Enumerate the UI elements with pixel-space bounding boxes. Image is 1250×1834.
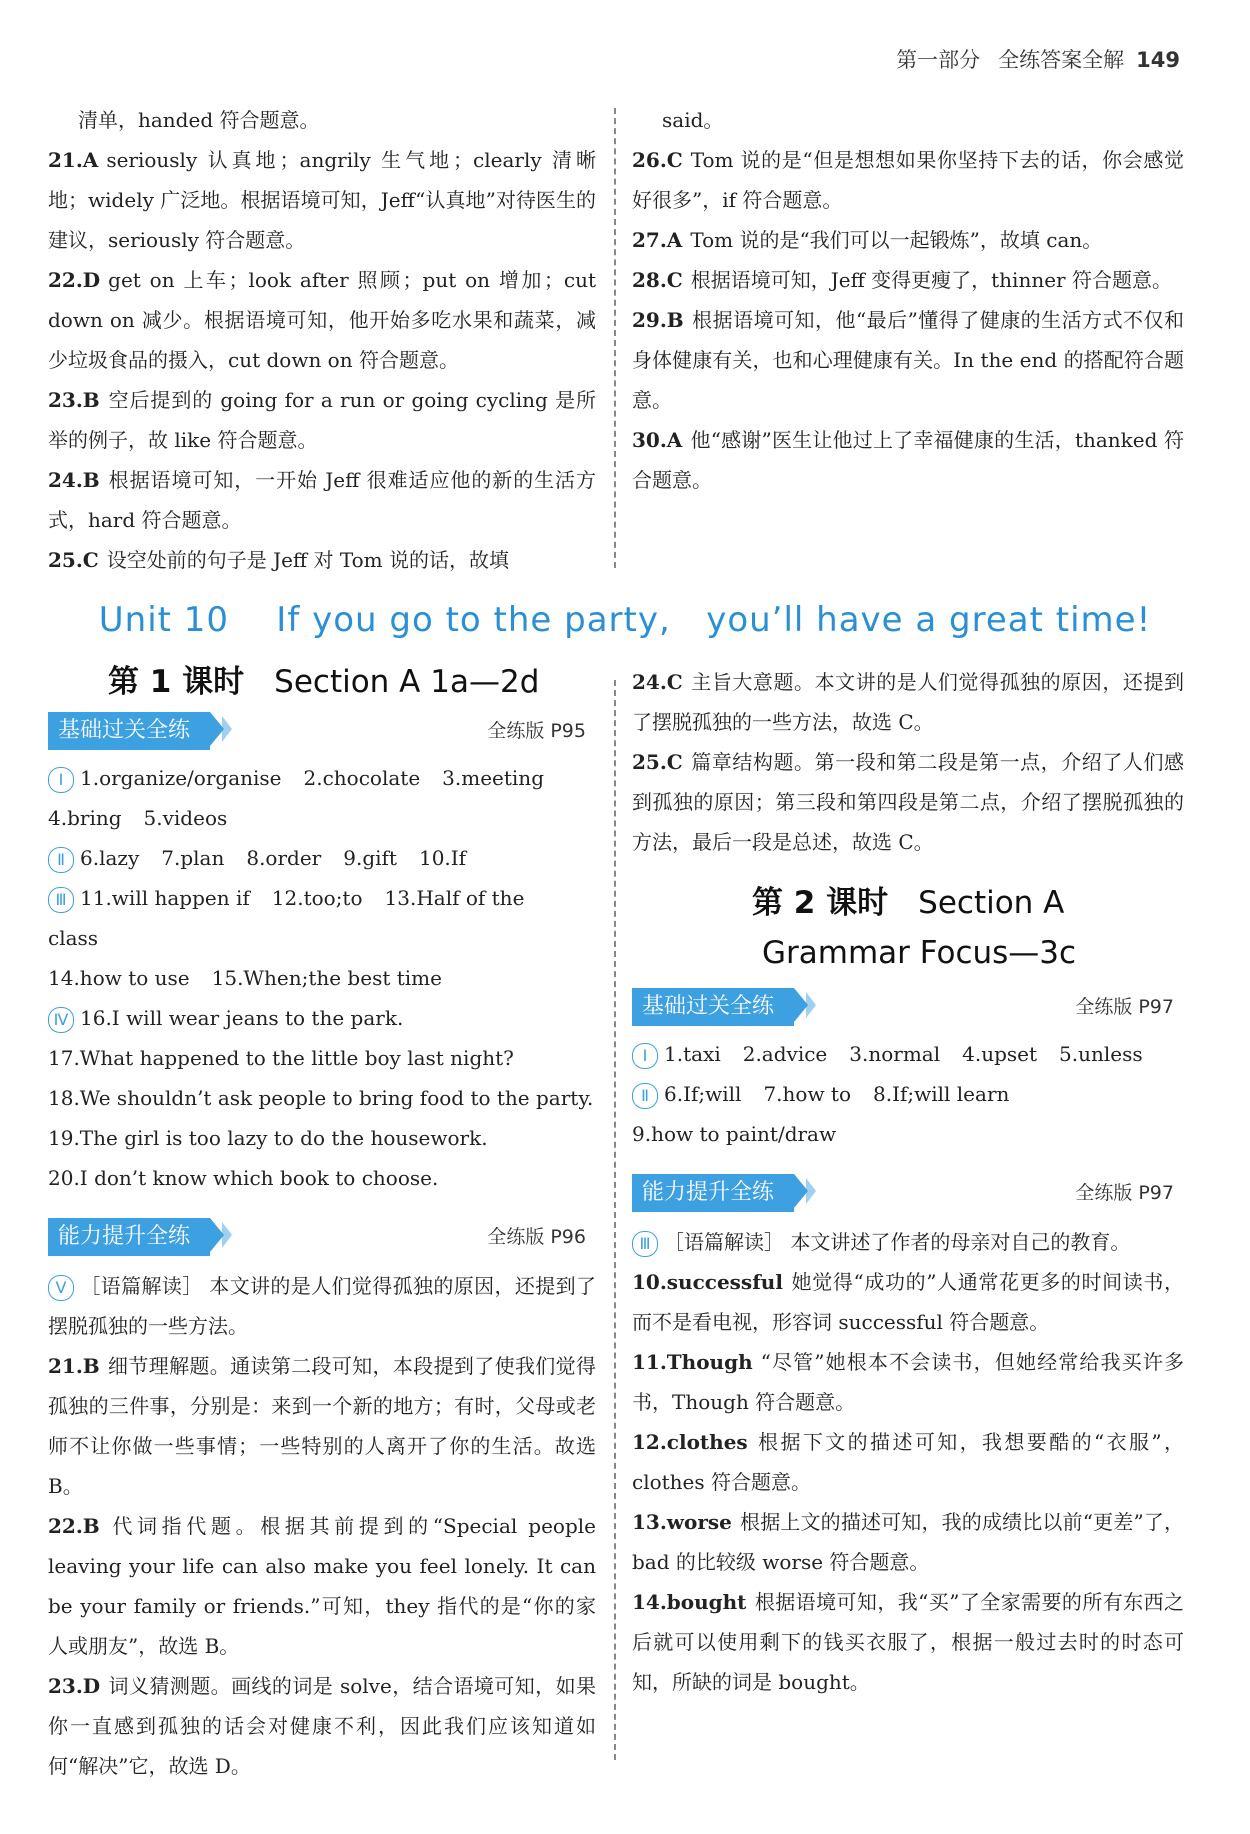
answer-item: 22.B 代词指代题。根据其前提到的“Special people leaving your life can also make you feel lonely. It can be your family or friends.”可知，they 指代的是“你的家人或朋友”，故选 B。: [48, 1514, 596, 1658]
section-mark: Ⅰ: [632, 1043, 658, 1069]
answer-row: 9.how to paint/draw: [632, 1122, 837, 1146]
answer-row: 17.What happened to the little boy last night?: [48, 1046, 514, 1070]
column-divider-top: [614, 108, 616, 568]
answer-item: 12.clothes 根据下文的描述可知，我想要酷的“衣服”，clothes 符合题意。: [632, 1430, 1184, 1494]
lower-left-column: [48, 662, 596, 1786]
answer-cont: 清单，handed 符合题意。: [78, 108, 320, 132]
column-divider-bottom: [614, 680, 616, 1760]
answer-row: Ⅰ 1.taxi 2.advice 3.normal 4.upset 5.unless: [632, 1034, 1184, 1074]
lesson-1-heading: 第 1 课时 Section A 1a—2d: [108, 664, 540, 700]
answer-item: 30.A 他“感谢”医生让他过上了幸福健康的生活，thanked 符合题意。: [632, 428, 1184, 492]
basic-2-answers: [632, 1034, 1184, 1154]
answer-item: 22.D get on 上车；look after 照顾；put on 增加；cut down on 减少。根据语境可知，他开始多吃水果和蔬菜，减少垃圾食品的摄入，cut down on 符合题意。: [48, 268, 596, 372]
answer-row: Ⅰ 1.organize/organise 2.chocolate 3.meeting: [48, 758, 596, 798]
passage-intro: Ⅴ ［语篇解读］ 本文讲的是人们觉得孤独的原因，还提到了摆脱孤独的一些方法。: [48, 1274, 596, 1338]
answer-row: 19.The girl is too lazy to do the housework.: [48, 1126, 488, 1150]
lesson-2-heading: 第 2 课时 Section A Grammar Focus—3c: [752, 885, 1077, 971]
ref-label: 全练版 P96: [487, 1226, 586, 1248]
ability-banner-1: [48, 1216, 596, 1258]
section-mark: Ⅳ: [48, 1007, 74, 1033]
answer-item: 10.successful 她觉得“成功的”人通常花更多的时间读书，而不是看电视，形容词 successful 符合题意。: [632, 1270, 1184, 1334]
basic-1-answers: [48, 758, 596, 1198]
answer-row: 14.how to use 15.When;the best time: [48, 966, 442, 990]
basic-tag: 基础过关全练: [632, 988, 794, 1026]
ref-label: 全练版 P95: [487, 720, 586, 742]
lower-right-column: [632, 662, 1184, 1702]
header-part: 第一部分: [896, 48, 981, 72]
answer-item: 24.C 主旨大意题。本文讲的是人们觉得孤独的原因，还提到了摆脱孤独的一些方法，故选 C。: [632, 670, 1184, 734]
answer-item: 25.C 设空处前的句子是 Jeff 对 Tom 说的话，故填: [48, 548, 510, 572]
answer-item: 21.B 细节理解题。通读第二段可知，本段提到了使我们觉得孤独的三件事，分别是：来到一个新的地方；有时，父母或老师不让你做一些事情；一些特别的人离开了你的生活。故选 B。: [48, 1354, 596, 1498]
basic-banner-2: [632, 986, 1184, 1028]
answer-item: 24.B 根据语境可知，一开始 Jeff 很难适应他的新的生活方式，hard 符合题意。: [48, 468, 596, 532]
header-book: 全练答案全解: [998, 48, 1125, 72]
answer-item: 23.D 词义猜测题。画线的词是 solve，结合语境可知，如果你一直感到孤独的话会对健康不利，因此我们应该知道如何“解决”它，故选 D。: [48, 1674, 596, 1778]
section-mark: Ⅱ: [48, 847, 74, 873]
basic-tag: 基础过关全练: [48, 712, 210, 750]
answer-item: 21.A seriously 认真地；angrily 生气地；clearly 清晰地；widely 广泛地。根据语境可知，Jeff“认真地”对待医生的建议，seriously 符合题意。: [48, 148, 596, 252]
top-left-column: [48, 100, 596, 580]
top-right-column: [632, 100, 1184, 500]
answer-row: 4.bring 5.videos: [48, 806, 228, 830]
answer-row: Ⅱ 6.If;will 7.how to 8.If;will learn: [632, 1074, 1184, 1114]
answer-item: 25.C 篇章结构题。第一段和第二段是第一点，介绍了人们感到孤独的原因；第三段和第四段是第二点，介绍了摆脱孤独的方法，最后一段是总述，故选 C。: [632, 750, 1184, 854]
section-mark: Ⅲ: [48, 887, 74, 913]
passage-intro: Ⅲ ［语篇解读］ 本文讲述了作者的母亲对自己的教育。: [632, 1222, 1184, 1262]
answer-item: 13.worse 根据上文的描述可知，我的成绩比以前“更差”了，bad 的比较级 worse 符合题意。: [632, 1510, 1184, 1574]
answer-row: Ⅲ 11.will happen if 12.too;to 13.Half of the class: [48, 886, 525, 950]
answer-item: 29.B 根据语境可知，他“最后”懂得了健康的生活方式不仅和身体健康有关，也和心理健康有关。In the end 的搭配符合题意。: [632, 308, 1184, 412]
answer-item: 27.A Tom 说的是“我们可以一起锻炼”，故填 can。: [632, 228, 1103, 252]
answer-item: 11.Though “尽管”她根本不会读书，但她经常给我买许多书，Though 符合题意。: [632, 1350, 1184, 1414]
section-mark: Ⅱ: [632, 1083, 658, 1109]
ability-1-answers: [48, 1266, 596, 1786]
ability-tag: 能力提升全练: [632, 1174, 794, 1212]
ref-label: 全练版 P97: [1075, 1182, 1174, 1204]
answer-item: 23.B 空后提到的 going for a run or going cycling 是所举的例子，故 like 符合题意。: [48, 388, 596, 452]
section-mark: Ⅴ: [48, 1275, 74, 1301]
section-mark: Ⅲ: [632, 1231, 658, 1257]
unit-title: Unit 10 If you go to the party, you’ll have a great time!: [98, 600, 1152, 640]
page-number: 149: [1136, 48, 1180, 72]
page-header: [896, 44, 1180, 74]
ref-label: 全练版 P97: [1075, 996, 1174, 1018]
answer-row: Ⅱ 6.lazy 7.plan 8.order 9.gift 10.If: [48, 838, 596, 878]
section-mark: Ⅰ: [48, 767, 74, 793]
ability-banner-2: [632, 1172, 1184, 1214]
answer-row: 20.I don’t know which book to choose.: [48, 1166, 439, 1190]
answer-row: 18.We shouldn’t ask people to bring food to the party.: [48, 1086, 594, 1110]
answer-item: 26.C Tom 说的是“但是想想如果你坚持下去的话，你会感觉好很多”，if 符合题意。: [632, 148, 1184, 212]
answer-item: 28.C 根据语境可知，Jeff 变得更瘦了，thinner 符合题意。: [632, 268, 1172, 292]
basic-banner-1: [48, 710, 596, 752]
ability-2-answers: [632, 1222, 1184, 1702]
ability-tag: 能力提升全练: [48, 1218, 210, 1256]
answer-row: Ⅳ 16.I will wear jeans to the park.: [48, 998, 596, 1038]
answer-item: 14.bought 根据语境可知，我“买”了全家需要的所有东西之后就可以使用剩下的钱买衣服了，根据一般过去时的时态可知，所缺的词是 bought。: [632, 1590, 1184, 1694]
answer-cont: said。: [662, 108, 724, 132]
